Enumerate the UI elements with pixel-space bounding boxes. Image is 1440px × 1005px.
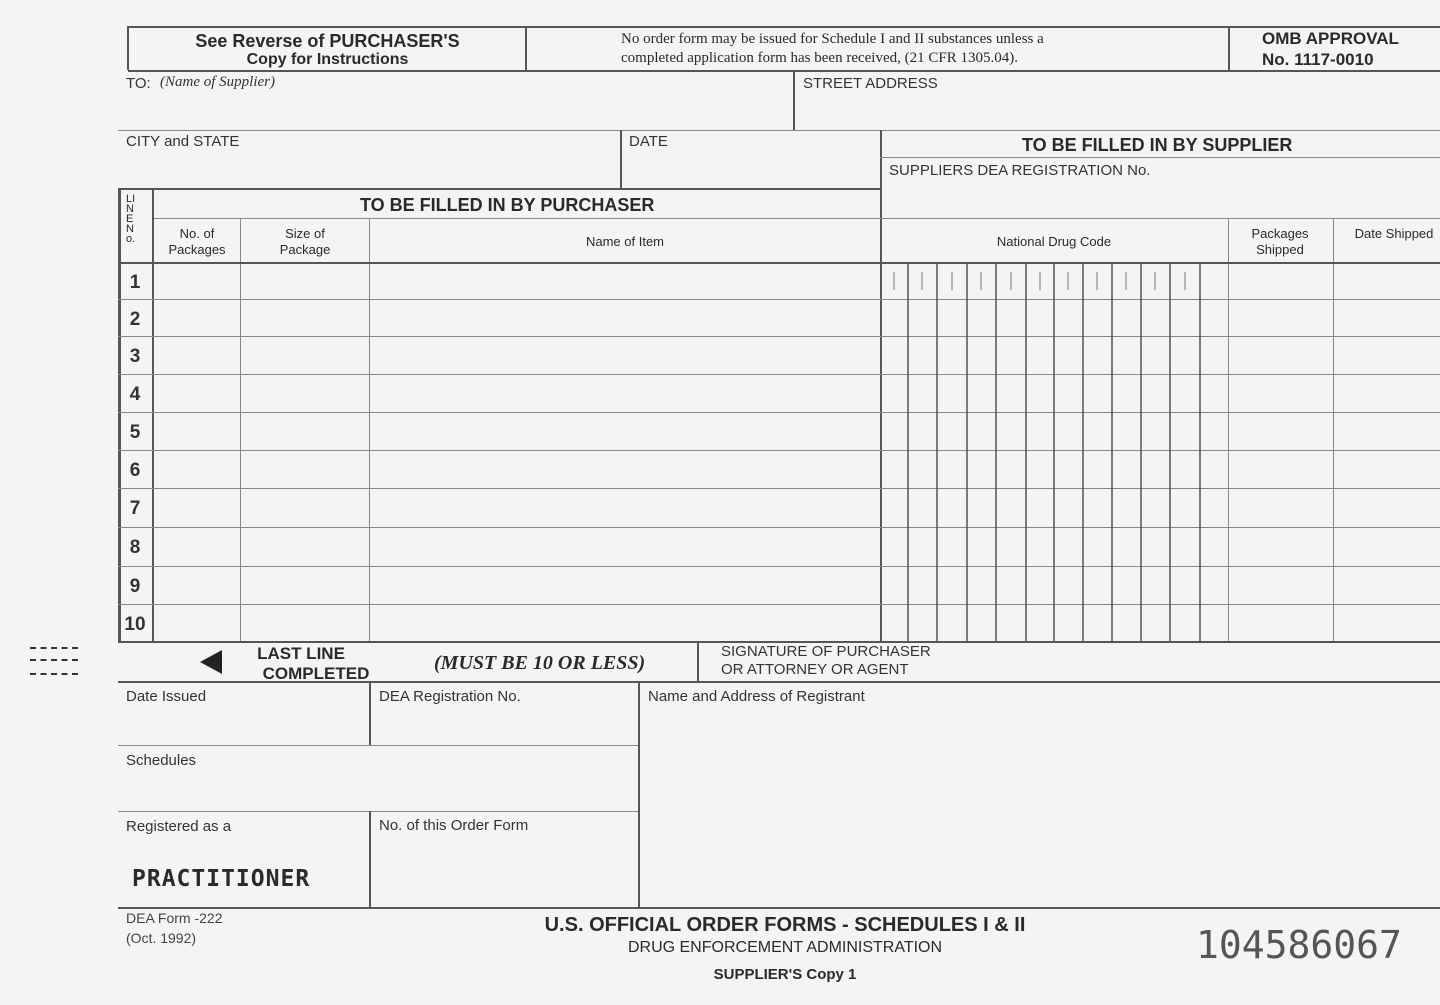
table-row[interactable]: 2 — [129, 309, 141, 330]
table-row[interactable]: 7 — [129, 498, 141, 519]
form-id: DEA Form -222 — [126, 910, 223, 926]
supplier-dea-field[interactable] — [888, 182, 1428, 214]
date-shipped-cell[interactable] — [1335, 264, 1439, 298]
registered-as-value: PRACTITIONER — [132, 866, 311, 892]
supplier-section-title: TO BE FILLED IN BY SUPPLIER — [1022, 135, 1293, 155]
col-header-item: Name of Item — [585, 234, 665, 249]
item-name-cell[interactable] — [371, 264, 879, 298]
line-no-label: LINE No. — [126, 193, 136, 245]
table-row[interactable]: 4 — [129, 384, 141, 405]
city-state-field[interactable] — [126, 152, 616, 184]
purchaser-section-title: TO BE FILLED IN BY PURCHASER — [360, 195, 655, 215]
signature-label-1: SIGNATURE OF PURCHASER — [721, 643, 931, 660]
table-row[interactable]: 3 — [129, 346, 141, 367]
must-be-note: (MUST BE 10 OR LESS) — [434, 652, 646, 674]
street-address-field[interactable] — [800, 94, 1430, 126]
table-row[interactable]: 1 — [129, 272, 141, 293]
to-label: TO: — [126, 75, 151, 92]
street-address-label: STREET ADDRESS — [803, 75, 938, 92]
registered-as-label: Registered as a — [126, 818, 232, 835]
packages-cell[interactable] — [154, 264, 238, 298]
ndc-digit-grid — [880, 262, 1230, 642]
dea-registration-label: DEA Registration No. — [379, 688, 521, 705]
notice-line2: completed application form has been received, (21 CFR 1305.04). — [621, 50, 1018, 66]
last-line-label-2: COMPLETED — [262, 664, 370, 683]
col-header-ndc: National Drug Code — [996, 234, 1112, 249]
to-hint: (Name of Supplier) — [160, 74, 275, 90]
date-issued-label: Date Issued — [126, 688, 207, 705]
order-form-no-label: No. of this Order Form — [379, 817, 529, 834]
schedules-label: Schedules — [126, 752, 197, 769]
instructions-line1: See Reverse of PURCHASER'S — [195, 31, 460, 51]
packages-shipped-cell[interactable] — [1230, 264, 1332, 298]
name-address-label: Name and Address of Registrant — [648, 688, 865, 705]
agency-name: DRUG ENFORCEMENT ADMINISTRATION — [627, 939, 943, 956]
ndc-cell[interactable] — [882, 264, 1227, 298]
form-title: U.S. OFFICIAL ORDER FORMS - SCHEDULES I & II — [544, 914, 1026, 936]
table-row[interactable]: 6 — [129, 460, 141, 481]
date-label: DATE — [629, 133, 668, 150]
arrow-left-icon — [200, 650, 222, 674]
supplier-dea-label: SUPPLIERS DEA REGISTRATION No. — [889, 162, 1151, 179]
col-header-date-shipped: Date Shipped — [1354, 226, 1434, 241]
signature-field[interactable] — [960, 645, 1430, 679]
last-line-label: LAST LINE — [257, 644, 345, 663]
last-line-field[interactable] — [386, 646, 432, 678]
size-cell[interactable] — [242, 264, 368, 298]
table-row[interactable]: 10 — [124, 614, 146, 635]
omb-number: No. 1117-0010 — [1262, 50, 1374, 69]
notice-line1: No order form may be issued for Schedule I and II substances unless a — [621, 31, 1044, 47]
signature-label-2: OR ATTORNEY OR AGENT — [721, 661, 909, 678]
col-header-size: Size of Package — [279, 226, 331, 257]
omb-approval: OMB APPROVAL — [1262, 29, 1399, 48]
table-row[interactable]: 5 — [129, 422, 141, 443]
copy-label: SUPPLIER'S Copy 1 — [713, 966, 857, 983]
col-header-shipped: Packages Shipped — [1251, 226, 1309, 257]
table-row[interactable]: 9 — [129, 576, 141, 597]
supplier-name-field[interactable] — [300, 90, 780, 126]
form-date: (Oct. 1992) — [126, 930, 197, 946]
date-field[interactable] — [628, 152, 874, 184]
instructions-line2: Copy for Instructions — [246, 51, 409, 68]
tear-marks — [30, 647, 80, 677]
serial-number: 104586067 — [1196, 923, 1402, 967]
table-row[interactable]: 8 — [129, 537, 141, 558]
city-state-label: CITY and STATE — [126, 133, 240, 150]
col-header-packages: No. of Packages — [168, 226, 226, 257]
